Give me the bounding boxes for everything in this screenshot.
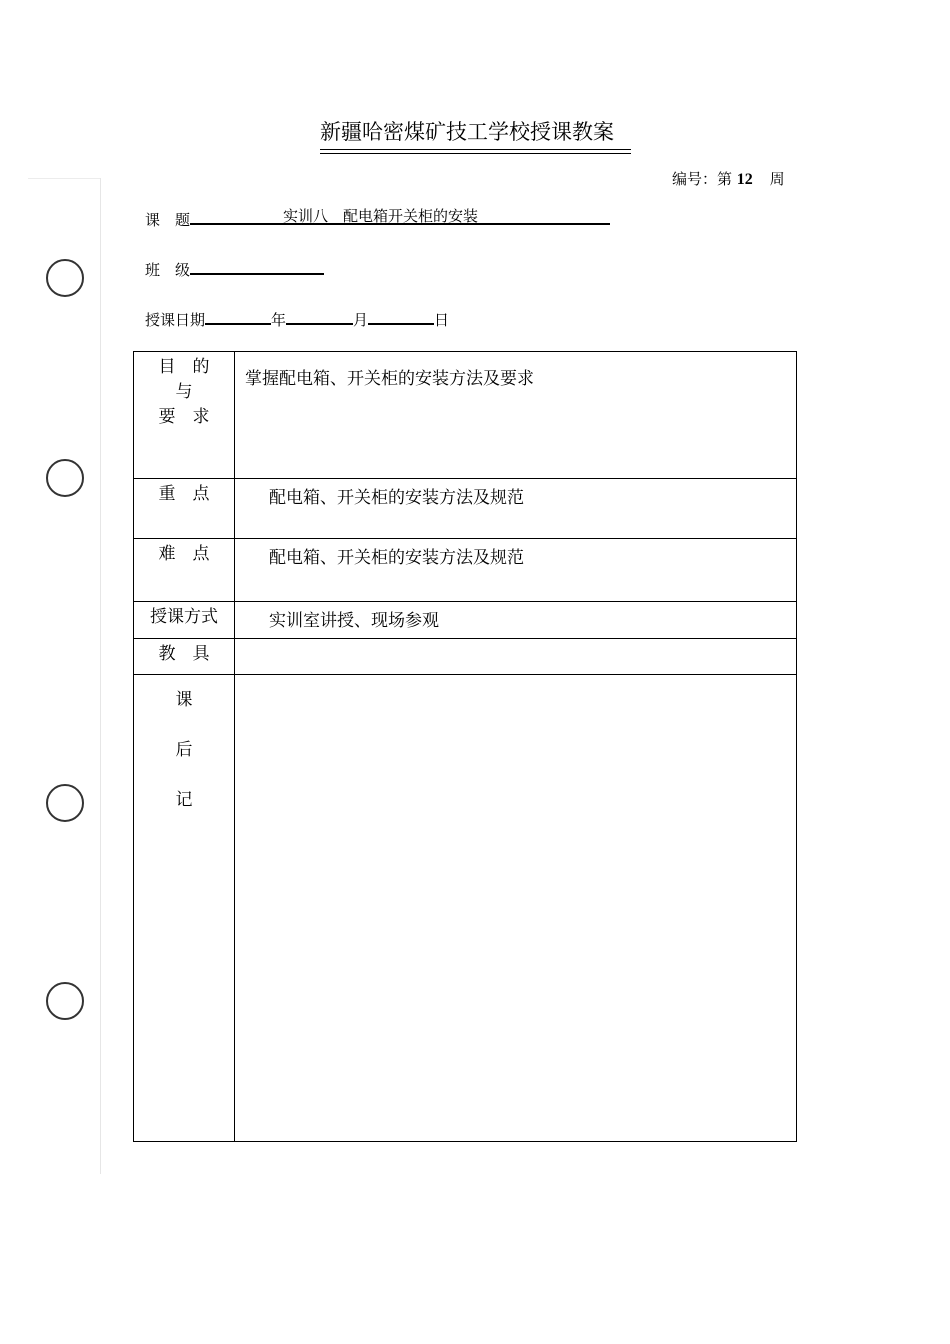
table-row bbox=[134, 479, 797, 539]
key-label: 重 点 bbox=[134, 479, 235, 539]
class-line[interactable] bbox=[190, 256, 324, 275]
tools-value[interactable] bbox=[235, 639, 797, 675]
table-row bbox=[134, 539, 797, 602]
binder-hole-icon bbox=[46, 459, 84, 497]
notes-label-1: 课 bbox=[175, 690, 193, 710]
day-line[interactable] bbox=[368, 306, 434, 325]
topic-value: 实训八 配电箱开关柜的安装 bbox=[283, 207, 479, 225]
class-field bbox=[145, 256, 324, 280]
title-underline bbox=[320, 149, 631, 150]
goal-label-2: 与 bbox=[175, 382, 193, 402]
table-row bbox=[134, 602, 797, 639]
binding-top-line bbox=[28, 178, 101, 179]
week-number: 12 bbox=[736, 171, 753, 188]
year-label: 年 bbox=[271, 311, 287, 329]
number-label: 编号：第 bbox=[672, 170, 733, 188]
number-unit: 周 bbox=[769, 170, 785, 188]
binding-margin-line bbox=[100, 178, 101, 1174]
difficulty-value[interactable]: 配电箱、开关柜的安装方法及规范 bbox=[235, 539, 797, 602]
notes-label-3: 记 bbox=[175, 790, 193, 810]
table-row bbox=[134, 639, 797, 675]
lesson-plan-table bbox=[133, 351, 797, 1142]
table-row bbox=[134, 352, 797, 479]
topic-line[interactable] bbox=[190, 206, 610, 225]
month-label: 月 bbox=[353, 311, 369, 329]
notes-label-cell bbox=[134, 675, 235, 1142]
year-line[interactable] bbox=[205, 306, 271, 325]
goal-value[interactable]: 掌握配电箱、开关柜的安装方法及要求 bbox=[235, 352, 797, 479]
notes-value[interactable] bbox=[235, 675, 797, 1142]
notes-label-2: 后 bbox=[175, 740, 193, 760]
difficulty-label: 难 点 bbox=[134, 539, 235, 602]
topic-label: 课 题 bbox=[145, 211, 191, 229]
day-label: 日 bbox=[434, 311, 450, 329]
date-label: 授课日期 bbox=[145, 311, 206, 329]
class-label: 班 级 bbox=[145, 261, 191, 279]
topic-field bbox=[145, 206, 610, 230]
binder-hole-icon bbox=[46, 259, 84, 297]
tools-label: 教 具 bbox=[134, 639, 235, 675]
goal-label-1: 目 的 bbox=[158, 357, 210, 377]
key-value[interactable]: 配电箱、开关柜的安装方法及规范 bbox=[235, 479, 797, 539]
goal-label-3: 要 求 bbox=[158, 407, 210, 427]
month-line[interactable] bbox=[286, 306, 353, 325]
table-row bbox=[134, 675, 797, 1142]
lesson-number bbox=[672, 168, 785, 189]
binder-hole-icon bbox=[46, 982, 84, 1020]
date-field bbox=[145, 306, 449, 330]
title-underline-second bbox=[320, 153, 631, 154]
method-label: 授课方式 bbox=[134, 602, 235, 639]
document-title: 新疆哈密煤矿技工学校授课教案 bbox=[320, 120, 614, 144]
goal-label-cell bbox=[134, 352, 235, 479]
binder-hole-icon bbox=[46, 784, 84, 822]
method-value[interactable]: 实训室讲授、现场参观 bbox=[235, 602, 797, 639]
